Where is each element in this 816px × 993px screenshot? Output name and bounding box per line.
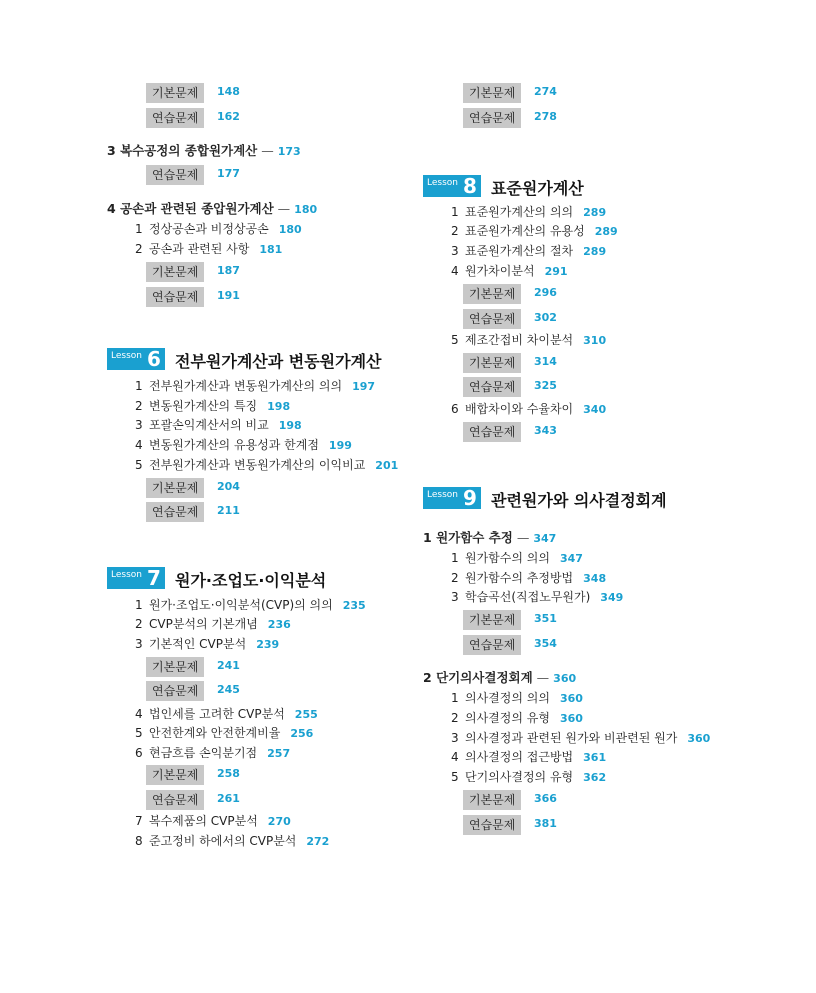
page-number: 148 <box>217 85 240 98</box>
page-number: 351 <box>534 612 557 625</box>
section-title: 복수공정의 종합원가계산 <box>120 143 258 158</box>
exercise-entry[interactable] <box>146 789 240 810</box>
page-number: 204 <box>217 480 240 493</box>
page-number: 181 <box>259 243 283 256</box>
section-heading[interactable]: 2 단기의사결정회계 — 360 <box>423 670 577 685</box>
page-number: 236 <box>267 618 291 631</box>
toc-item[interactable]: 3 학습곡선(직접노무원가) 349 <box>451 590 624 604</box>
toc-item[interactable]: 2 의사결정의 유형 360 <box>451 711 583 725</box>
page-number: 348 <box>583 572 607 585</box>
lesson-title: 전부원가계산과 변동원가계산 <box>175 352 382 371</box>
lesson-badge: Lesson 7 <box>107 567 165 589</box>
page-number: 198 <box>278 419 302 432</box>
practice-label: 기본문제 <box>146 262 204 282</box>
page-number: 381 <box>534 817 557 830</box>
exercise-label: 연습문제 <box>463 309 521 329</box>
page-number: 177 <box>217 167 240 180</box>
toc-item[interactable]: 3 포괄손익계산서의 비교 198 <box>135 418 302 432</box>
page-number: 366 <box>534 792 557 805</box>
toc-item[interactable]: 6 배합차이와 수율차이 340 <box>451 402 607 416</box>
toc-item[interactable]: 3 기본적인 CVP분석 239 <box>135 637 280 651</box>
page-number: 241 <box>217 659 240 672</box>
page-number: 360 <box>559 692 583 705</box>
toc-item[interactable]: 1 의사결정의 의의 360 <box>451 691 583 705</box>
practice-label: 기본문제 <box>146 657 204 677</box>
toc-item[interactable]: 6 현금흐름 손익분기점 257 <box>135 746 291 760</box>
exercise-entry[interactable] <box>463 376 557 397</box>
page-number: 256 <box>290 727 314 740</box>
exercise-label: 연습문제 <box>146 287 204 307</box>
page-number: 360 <box>559 712 583 725</box>
practice-label: 기본문제 <box>146 478 204 498</box>
toc-item[interactable]: 1 표준원가계산의 의의 289 <box>451 205 607 219</box>
lesson-badge: Lesson 9 <box>423 487 481 509</box>
toc-item[interactable]: 2 표준원가계산의 유용성 289 <box>451 224 618 238</box>
page-number: 274 <box>534 85 557 98</box>
page-number: 347 <box>559 552 583 565</box>
page-number: 349 <box>600 591 624 604</box>
section-title: 공손과 관련된 종압원가계산 <box>120 201 274 216</box>
toc-item[interactable]: 1 전부원가계산과 변동원가계산의 의의 197 <box>135 379 376 393</box>
page-number: 340 <box>583 403 607 416</box>
toc-item[interactable]: 8 준고정비 하에서의 CVP분석 272 <box>135 834 330 848</box>
exercise-entry[interactable] <box>463 107 557 128</box>
page-number: 289 <box>594 225 618 238</box>
toc-item[interactable]: 3 표준원가계산의 절차 289 <box>451 244 607 258</box>
toc-item[interactable]: 7 복수제품의 CVP분석 270 <box>135 814 291 828</box>
practice-label: 기본문제 <box>463 790 521 810</box>
section-heading[interactable]: 3 복수공정의 종합원가계산 — 173 <box>107 143 301 158</box>
practice-entry[interactable] <box>146 764 240 785</box>
page-number: 245 <box>217 683 240 696</box>
toc-item[interactable]: 1 정상공손과 비정상공손 180 <box>135 222 302 236</box>
exercise-entry[interactable] <box>146 286 240 307</box>
toc-item[interactable]: 1 원가·조업도·이익분석(CVP)의 의의 235 <box>135 598 366 612</box>
page-number: 239 <box>256 638 280 651</box>
page-number: 347 <box>533 532 557 545</box>
practice-entry[interactable] <box>463 352 557 373</box>
page-number: 310 <box>583 334 607 347</box>
page-number: 258 <box>217 767 240 780</box>
practice-label: 기본문제 <box>463 353 521 373</box>
practice-entry[interactable] <box>146 656 240 677</box>
section-title: 원가함수 추정 <box>436 530 513 545</box>
page-number: 197 <box>352 380 376 393</box>
section-heading[interactable]: 1 원가함수 추정 — 347 <box>423 530 557 545</box>
toc-item[interactable]: 4 원가차이분석 291 <box>451 264 568 278</box>
section-title: 단기의사결정회계 <box>436 670 533 685</box>
page-number: 211 <box>217 504 240 517</box>
practice-entry[interactable] <box>146 82 240 103</box>
exercise-entry[interactable] <box>146 680 240 701</box>
page-number: 235 <box>342 599 366 612</box>
page-number: 302 <box>534 311 557 324</box>
page-number: 270 <box>267 815 291 828</box>
practice-entry[interactable] <box>146 477 240 498</box>
practice-label: 기본문제 <box>463 284 521 304</box>
exercise-entry[interactable] <box>146 107 240 128</box>
toc-item[interactable]: 4 변동원가계산의 유용성과 한계점 199 <box>135 438 352 452</box>
toc-item[interactable]: 4 법인세를 고려한 CVP분석 255 <box>135 707 318 721</box>
practice-label: 기본문제 <box>463 610 521 630</box>
toc-item[interactable]: 5 단기의사결정의 유형 362 <box>451 770 607 784</box>
exercise-label: 연습문제 <box>463 422 521 442</box>
page-number: 199 <box>328 439 352 452</box>
page-number: 362 <box>583 771 607 784</box>
page-number: 255 <box>294 708 318 721</box>
exercise-label: 연습문제 <box>146 681 204 701</box>
toc-item[interactable]: 2 공손과 관련된 사항 181 <box>135 242 283 256</box>
toc-item[interactable]: 5 전부원가계산과 변동원가계산의 이익비교 201 <box>135 458 399 472</box>
section-heading[interactable]: 4 공손과 관련된 종압원가계산 — 180 <box>107 201 318 216</box>
page-number: 360 <box>553 672 577 685</box>
page-number: 289 <box>583 245 607 258</box>
exercise-entry[interactable] <box>463 634 557 655</box>
page-number: 201 <box>375 459 399 472</box>
exercise-label: 연습문제 <box>463 635 521 655</box>
exercise-label: 연습문제 <box>146 108 204 128</box>
page-number: 361 <box>583 751 607 764</box>
practice-label: 기본문제 <box>463 83 521 103</box>
practice-entry[interactable] <box>463 82 557 103</box>
page-number: 162 <box>217 110 240 123</box>
page-number: 180 <box>278 223 302 236</box>
exercise-label: 연습문제 <box>146 165 204 185</box>
toc-item[interactable]: 2 변동원가계산의 특징 198 <box>135 399 291 413</box>
page-number: 354 <box>534 637 557 650</box>
toc-item[interactable]: 2 CVP분석의 기본개념 236 <box>135 617 291 631</box>
exercise-label: 연습문제 <box>463 815 521 835</box>
practice-entry[interactable] <box>463 609 557 630</box>
page-number: 173 <box>277 145 301 158</box>
lesson-badge: Lesson 8 <box>423 175 481 197</box>
page-number: 343 <box>534 424 557 437</box>
toc-item[interactable]: 1 원가함수의 의의 347 <box>451 551 583 565</box>
toc-item[interactable]: 5 안전한계와 안전한계비율 256 <box>135 726 314 740</box>
exercise-label: 연습문제 <box>146 502 204 522</box>
exercise-label: 연습문제 <box>146 790 204 810</box>
page-number: 187 <box>217 264 240 277</box>
practice-label: 기본문제 <box>146 83 204 103</box>
practice-entry[interactable] <box>463 789 557 810</box>
toc-item[interactable]: 4 의사결정의 접근방법 361 <box>451 750 607 764</box>
page-number: 180 <box>294 203 318 216</box>
page-number: 191 <box>217 289 240 302</box>
page-number: 314 <box>534 355 557 368</box>
exercise-label: 연습문제 <box>463 377 521 397</box>
exercise-entry[interactable] <box>146 164 240 185</box>
lesson-title: 표준원가계산 <box>491 179 584 198</box>
page-number: 261 <box>217 792 240 805</box>
page-number: 257 <box>267 747 291 760</box>
page-number: 325 <box>534 379 557 392</box>
page-number: 272 <box>306 835 330 848</box>
lesson-title: 관련원가와 의사결정회계 <box>491 491 667 510</box>
toc-item[interactable]: 3 의사결정과 관련된 원가와 비관련된 원가 360 <box>451 731 711 745</box>
page-number: 289 <box>583 206 607 219</box>
exercise-entry[interactable] <box>463 814 557 835</box>
lesson-badge: Lesson 6 <box>107 348 165 370</box>
practice-label: 기본문제 <box>146 765 204 785</box>
exercise-entry[interactable] <box>146 501 240 522</box>
lesson-title: 원가·조업도·이익분석 <box>175 571 327 590</box>
practice-entry[interactable] <box>463 283 557 304</box>
page-number: 278 <box>534 110 557 123</box>
exercise-entry[interactable] <box>463 421 557 442</box>
practice-entry[interactable] <box>146 261 240 282</box>
page-number: 291 <box>544 265 568 278</box>
page-number: 360 <box>687 732 711 745</box>
exercise-label: 연습문제 <box>463 108 521 128</box>
toc-item[interactable]: 2 원가함수의 추정방법 348 <box>451 571 607 585</box>
exercise-entry[interactable] <box>463 308 557 329</box>
page-number: 198 <box>267 400 291 413</box>
page-number: 296 <box>534 286 557 299</box>
toc-item[interactable]: 5 제조간접비 차이분석 310 <box>451 333 607 347</box>
